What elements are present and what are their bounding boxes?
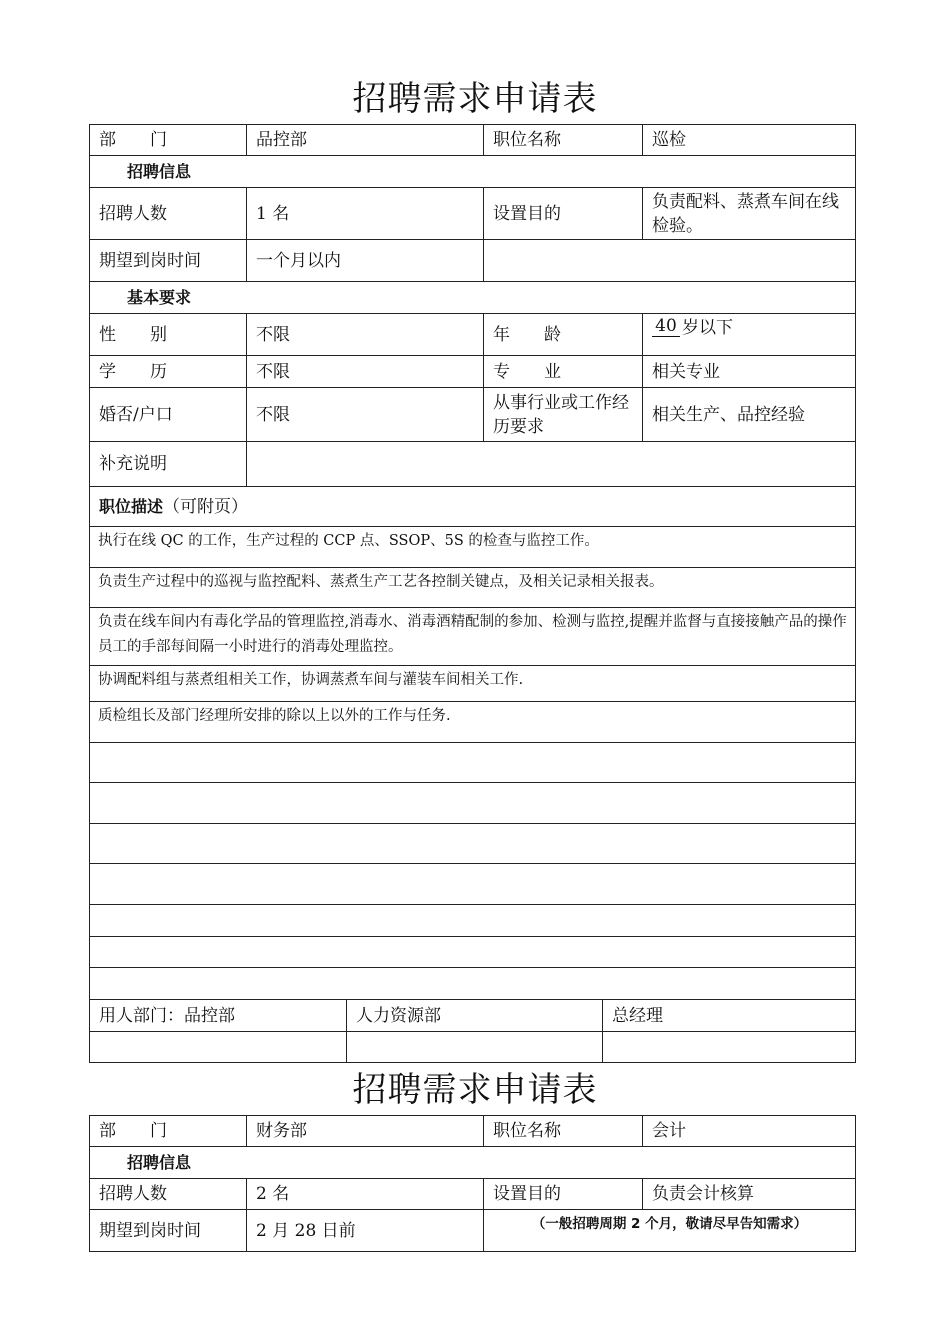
headcount-label: 招聘人数 [99, 1184, 167, 1204]
arrival-value[interactable]: 2 月 28 日前 [246, 1210, 483, 1251]
form1-row-department [89, 124, 856, 156]
major-value[interactable]: 相关专业 [642, 356, 855, 387]
age-number: 40 [652, 316, 680, 337]
section-desc-heading [90, 487, 855, 526]
section-recruit-heading: 招聘信息 [127, 1152, 192, 1172]
form1-row-signature-fields [89, 1032, 856, 1063]
duty-row [89, 666, 856, 702]
headcount-value[interactable]: 1 名 [246, 188, 483, 239]
form1-row-gender [89, 314, 856, 356]
form2-row-department [89, 1115, 856, 1147]
section-recruit-heading: 招聘信息 [127, 161, 192, 181]
supplement-value[interactable] [246, 442, 855, 486]
sign-hr-field[interactable] [346, 1032, 602, 1062]
form1-row-supplement [89, 442, 856, 487]
form1-row-headcount [89, 188, 856, 240]
position-value[interactable]: 会计 [642, 1116, 855, 1146]
age-label: 年 龄 [483, 314, 642, 355]
form2-row-headcount [89, 1179, 856, 1210]
form2-table [89, 1115, 856, 1252]
arrival-label: 期望到岗时间 [99, 250, 201, 271]
education-label: 学 历 [99, 361, 167, 382]
recruit-cycle-note: （一般招聘周期 2 个月，敬请尽早告知需求） [483, 1210, 855, 1251]
sign-gm-field[interactable] [602, 1032, 855, 1062]
major-label: 专 业 [483, 356, 642, 387]
age-suffix: 岁以下 [682, 318, 733, 338]
form1-table [89, 124, 856, 1063]
sign-hr-label: 人力资源部 [346, 1000, 602, 1031]
duty-row [89, 568, 856, 608]
experience-label: 从事行业或工作经历要求 [483, 388, 642, 441]
duty-text[interactable]: 协调配料组与蒸煮组相关工作，协调蒸煮车间与灌装车间相关工作. [98, 672, 524, 688]
purpose-value[interactable]: 负责会计核算 [642, 1179, 855, 1209]
section-desc-hint: （可附页） [163, 496, 249, 517]
marital-label: 婚否/户口 [99, 404, 173, 425]
sign-user-dept-label: 用人部门：品控部 [99, 1005, 235, 1026]
experience-value[interactable]: 相关生产、品控经验 [642, 388, 855, 441]
duty-row-empty[interactable] [89, 968, 856, 1000]
position-value[interactable]: 巡检 [642, 125, 855, 155]
form2-title: 招聘需求申请表 [352, 1070, 598, 1110]
form1-section-desc [89, 487, 856, 527]
form1-title: 招聘需求申请表 [352, 79, 598, 119]
arrival-blank [483, 240, 855, 281]
duty-row [89, 702, 856, 743]
headcount-label: 招聘人数 [99, 203, 167, 224]
section-basic-heading: 基本要求 [127, 287, 192, 307]
duty-row-empty[interactable] [89, 905, 856, 937]
department-value[interactable]: 品控部 [246, 125, 483, 155]
duty-row-empty[interactable] [89, 743, 856, 783]
duty-row-empty[interactable] [89, 824, 856, 864]
duty-text[interactable]: 质检组长及部门经理所安排的除以上以外的工作与任务. [98, 708, 451, 724]
form1-row-arrival [89, 240, 856, 282]
form1-row-marital [89, 388, 856, 442]
duty-row [89, 608, 856, 666]
position-label: 职位名称 [483, 1116, 642, 1146]
form1-row-education [89, 356, 856, 388]
duty-row [89, 527, 856, 568]
arrival-value[interactable]: 一个月以内 [246, 240, 483, 281]
gender-value[interactable]: 不限 [246, 314, 483, 355]
form2-row-arrival [89, 1210, 856, 1252]
duty-text[interactable]: 负责在线车间内有毒化学品的管理监控,消毒水、消毒酒精配制的参加、检测与监控,提醒并监督与直接接触产品的操作员工的手部每间隔一小时进行的消毒处理监控。 [98, 614, 847, 655]
purpose-label: 设置目的 [483, 1179, 642, 1209]
department-label: 部 门 [99, 130, 167, 150]
sign-gm-label: 总经理 [602, 1000, 855, 1031]
sign-user-dept-field[interactable] [90, 1032, 346, 1062]
form1-section-recruit [89, 156, 856, 188]
headcount-value[interactable]: 2 名 [246, 1179, 483, 1209]
department-value[interactable]: 财务部 [246, 1116, 483, 1146]
form1-section-basic [89, 282, 856, 314]
duty-row-empty[interactable] [89, 864, 856, 905]
marital-value[interactable]: 不限 [246, 388, 483, 441]
supplement-label: 补充说明 [99, 454, 167, 474]
age-value[interactable] [642, 314, 855, 355]
duty-row-empty[interactable] [89, 937, 856, 968]
gender-label: 性 别 [99, 324, 167, 345]
duty-row-empty[interactable] [89, 783, 856, 824]
form1-row-signature-labels [89, 1000, 856, 1032]
arrival-label: 期望到岗时间 [99, 1220, 201, 1241]
purpose-value[interactable]: 负责配料、蒸煮车间在线检验。 [642, 188, 855, 239]
position-label: 职位名称 [483, 125, 642, 155]
form2-section-recruit [89, 1147, 856, 1179]
department-label: 部 门 [99, 1121, 167, 1141]
duty-text[interactable]: 执行在线 QC 的工作，生产过程的 CCP 点、SSOP、5S 的检查与监控工作。 [98, 533, 599, 549]
purpose-label: 设置目的 [483, 188, 642, 239]
education-value[interactable]: 不限 [246, 356, 483, 387]
duty-text[interactable]: 负责生产过程中的巡视与监控配料、蒸煮生产工艺各控制关键点，及相关记录相关报表。 [98, 574, 664, 590]
section-desc-title: 职位描述 [99, 496, 164, 516]
